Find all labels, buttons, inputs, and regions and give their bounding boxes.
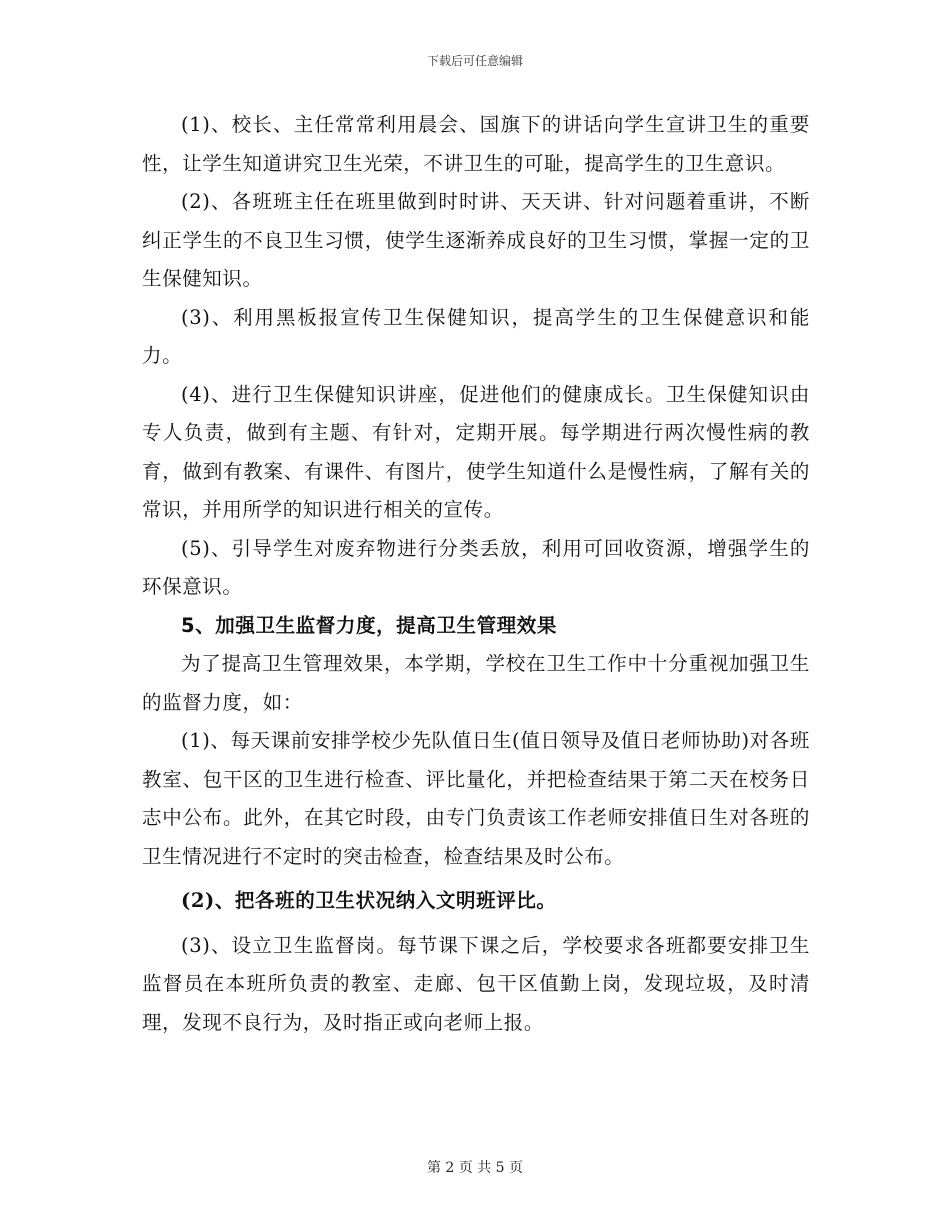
- supervision-item-2: (2)、把各班的卫生状况纳入文明班评比。: [181, 889, 557, 912]
- section-heading: 5、加强卫生监督力度，提高卫生管理效果: [181, 613, 557, 637]
- paragraph-item-1: (1)、校长、主任常常利用晨会、国旗下的讲话向学生宣讲卫生的重要性，让学生知道讲究卫生光荣，不讲卫生的可耻，提高学生的卫生意识。: [142, 113, 810, 175]
- paragraph-item-3: (3)、利用黑板报宣传卫生保健知识，提高学生的卫生保健意识和能力。: [142, 305, 810, 367]
- paragraph-item-4: (4)、进行卫生保健知识讲座，促进他们的健康成长。卫生保健知识由专人负责，做到有主题、有针对，定期开展。每学期进行两次慢性病的教育，做到有教案、有课件、有图片，使学生知道什么是慢性病，了解有关的常识，并用所学的知识进行相关的宣传。: [142, 382, 810, 521]
- supervision-item-1: (1)、每天课前安排学校少先队值日生(值日领导及值日老师协助)对各班教室、包干区的卫生进行检查、评比量化，并把检查结果于第二天在校务日志中公布。此外，在其它时段，由专门负责该工作老师安排值日生对各班的卫生情况进行不定时的突击检查，检查结果及时公布。: [142, 729, 810, 868]
- section-intro: 为了提高卫生管理效果，本学期，学校在卫生工作中十分重视加强卫生的监督力度，如：: [142, 652, 810, 714]
- page-number: 第 2 页 共 5 页: [426, 1160, 524, 1176]
- page-header-note: 下载后可任意编辑: [426, 54, 523, 68]
- paragraph-item-2: (2)、各班班主任在班里做到时时讲、天天讲、针对问题着重讲，不断纠正学生的不良卫生习惯，使学生逐渐养成良好的卫生习惯，掌握一定的卫生保健知识。: [142, 190, 810, 290]
- document-body: [142, 106, 810, 1042]
- supervision-item-3: (3)、设立卫生监督岗。每节课下课之后，学校要求各班都要安排卫生监督员在本班所负责的教室、走廊、包干区值勤上岗，发现垃圾，及时清理，发现不良行为，及时指正或向老师上报。: [142, 933, 810, 1034]
- paragraph-item-5: (5)、引导学生对废弃物进行分类丢放，利用可回收资源，增强学生的环保意识。: [142, 536, 810, 598]
